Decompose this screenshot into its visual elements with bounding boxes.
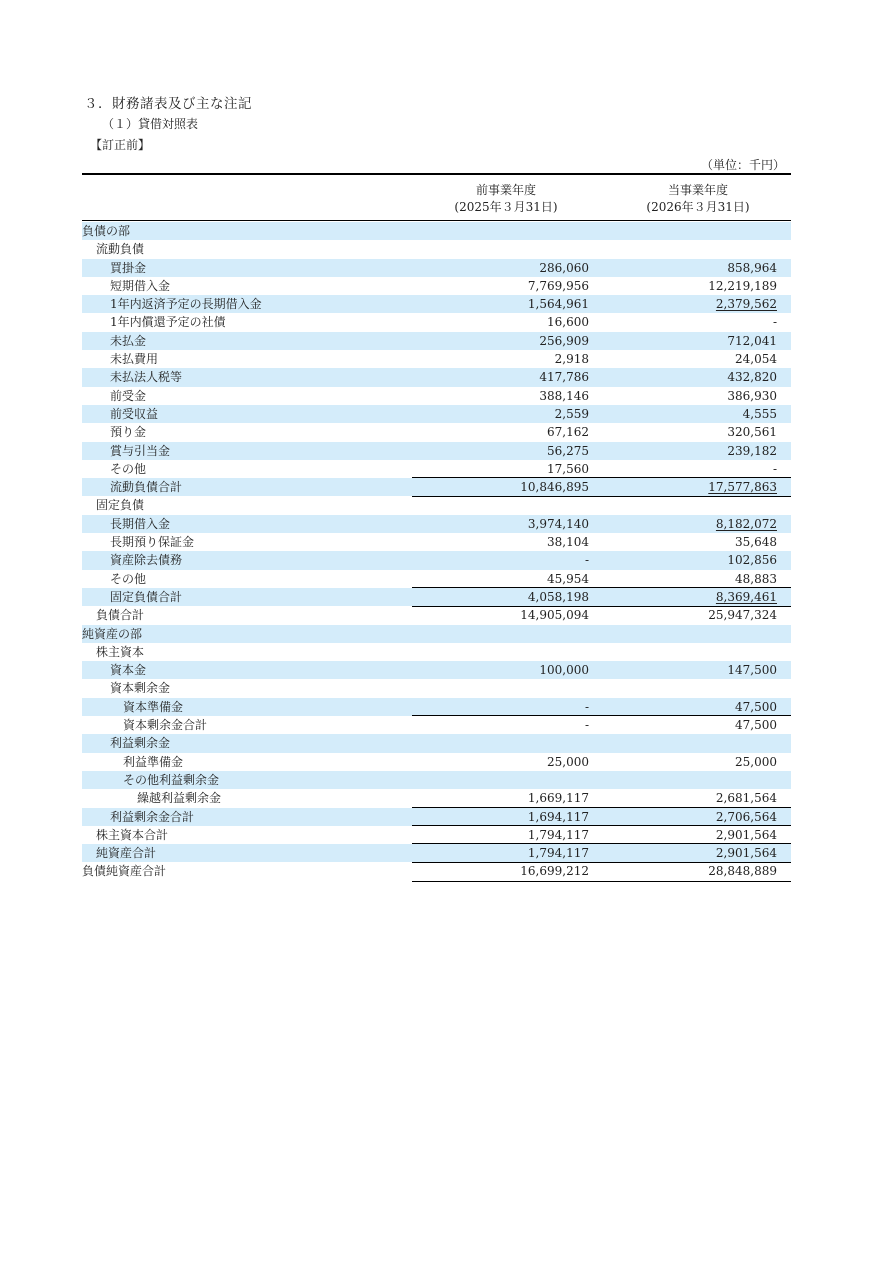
current-year-value: 12,219,189: [708, 278, 777, 293]
row-label: 株主資本合計: [96, 827, 169, 842]
row-label: 未払金: [110, 333, 147, 348]
prior-year-value: 1,794,117: [527, 846, 589, 861]
table-row: [82, 496, 791, 514]
table-row: [82, 753, 791, 771]
current-year-value: 25,000: [735, 754, 777, 769]
current-year-value: -: [772, 315, 777, 330]
current-year-value: 47,500: [735, 699, 777, 714]
prior-year-title: 前事業年度: [475, 183, 536, 197]
prior-year-value: 25,000: [547, 754, 589, 769]
prior-year-value: -: [584, 553, 589, 568]
prior-year-value: 16,699,212: [520, 864, 589, 879]
row-label: 未払法人税等: [110, 370, 183, 385]
balance-sheet-table: [82, 222, 791, 881]
row-label: 1年内返済予定の長期借入金: [110, 297, 262, 312]
current-year-value: 320,561: [727, 425, 777, 440]
current-year-value-underlined: 8,182,072: [715, 516, 777, 531]
row-label: 負債の部: [82, 224, 131, 238]
table-row: [82, 698, 791, 716]
table-row: [82, 570, 791, 588]
current-year-value: 386,930: [727, 388, 777, 403]
table-row: [82, 789, 791, 807]
subtotal-rule: [412, 587, 791, 588]
current-year-value: 858,964: [727, 260, 777, 275]
prior-year-value: 256,909: [539, 333, 589, 348]
current-year-value: 25,947,324: [708, 608, 777, 623]
current-year-date: (2026年３月31日): [646, 200, 750, 214]
row-label: 資産除去債務: [110, 553, 183, 568]
table-row: [82, 313, 791, 331]
prior-year-value: 100,000: [539, 663, 589, 678]
row-label: その他利益剰余金: [123, 772, 220, 787]
prior-year-value: 17,560: [547, 461, 589, 476]
table-row: [82, 734, 791, 752]
row-label: 利益準備金: [123, 754, 184, 769]
prior-year-value: 7,769,956: [527, 278, 589, 293]
current-year-value: 2,706,564: [715, 809, 777, 824]
row-label: 前受金: [110, 388, 147, 403]
subtotal-rule: [412, 715, 791, 716]
table-row: [82, 551, 791, 569]
prior-year-value: 3,974,140: [527, 516, 589, 531]
row-label: 純資産合計: [96, 846, 157, 861]
table-row: [82, 716, 791, 734]
table-row: [82, 332, 791, 350]
current-year-value: 2,681,564: [715, 791, 777, 806]
table-row: [82, 478, 791, 496]
table-row: [82, 405, 791, 423]
row-label: 前受収益: [110, 406, 159, 421]
prior-year-value: 388,146: [539, 388, 589, 403]
current-year-value: 432,820: [727, 370, 777, 385]
table-row: [82, 862, 791, 880]
prior-year-value: 1,794,117: [527, 827, 589, 842]
row-label: 繰越利益剰余金: [137, 791, 222, 806]
prior-year-value: 286,060: [539, 260, 589, 275]
row-label: 長期預り保証金: [110, 535, 195, 550]
current-year-value: 48,883: [735, 571, 777, 586]
table-row: [82, 240, 791, 258]
row-label: 利益剰余金: [110, 736, 171, 751]
prior-year-value: 10,846,895: [520, 480, 589, 495]
row-label: 預り金: [110, 425, 147, 440]
table-row: [82, 606, 791, 624]
table-row: [82, 259, 791, 277]
row-label: 純資産の部: [82, 626, 143, 641]
row-label: 負債合計: [96, 608, 145, 623]
row-label: その他: [110, 571, 147, 586]
subsection-title: （１）貸借対照表: [102, 117, 199, 131]
subtotal-rule: [412, 881, 791, 882]
row-label: 資本剰余金合計: [123, 718, 208, 733]
row-label: 流動負債: [96, 242, 145, 257]
current-year-value: [716, 588, 777, 606]
prior-year-value: 1,564,961: [527, 297, 589, 312]
table-row: [82, 533, 791, 551]
current-year-value-underlined: 8,369,461: [715, 589, 777, 604]
row-label: 固定負債合計: [110, 589, 183, 604]
table-row: [82, 808, 791, 826]
prior-year-value: 45,954: [547, 571, 589, 586]
table-row: [82, 222, 791, 240]
row-label: 短期借入金: [110, 278, 171, 293]
subtotal-rule: [412, 477, 791, 478]
row-label: 負債純資産合計: [82, 864, 167, 879]
subtotal-rule: [412, 807, 791, 808]
current-year-value-underlined: 17,577,863: [708, 480, 777, 495]
prior-year-value: 417,786: [539, 370, 589, 385]
current-year-value: 24,054: [735, 352, 777, 367]
row-label: 長期借入金: [110, 516, 171, 531]
subtotal-rule: [412, 825, 791, 826]
row-label: 株主資本: [96, 644, 145, 659]
row-label: 資本剰余金: [110, 681, 171, 696]
table-top-rule: [82, 173, 791, 175]
prior-year-value: 14,905,094: [520, 608, 589, 623]
prior-year-value: 16,600: [547, 315, 589, 330]
table-row: [82, 277, 791, 295]
table-row: [82, 295, 791, 313]
row-label: 資本金: [110, 663, 147, 678]
current-year-value: -: [772, 461, 777, 476]
prior-year-value: 38,104: [547, 535, 589, 550]
table-row: [82, 515, 791, 533]
row-label: 賞与引当金: [110, 443, 171, 458]
prior-year-value: -: [584, 718, 589, 733]
current-year-value: [716, 295, 777, 313]
column-header-prior-year: [426, 182, 586, 216]
current-year-value: 147,500: [727, 663, 777, 678]
table-row: [82, 588, 791, 606]
prior-year-value: 1,669,117: [527, 791, 589, 806]
prior-year-value: -: [584, 699, 589, 714]
table-row: [82, 643, 791, 661]
current-year-value: 239,182: [727, 443, 777, 458]
row-label: その他: [110, 461, 147, 476]
current-year-value-underlined: 2,379,562: [715, 297, 777, 312]
table-row: [82, 826, 791, 844]
prior-year-value: 56,275: [547, 443, 589, 458]
table-row: [82, 661, 791, 679]
unit-label: （単位：千円）: [700, 158, 785, 172]
current-year-value: [708, 478, 777, 496]
row-label: 1年内償還予定の社債: [110, 315, 226, 330]
current-year-value: [716, 515, 777, 533]
table-row: [82, 368, 791, 386]
header-bottom-rule: [82, 220, 791, 221]
current-year-value: 35,648: [735, 535, 777, 550]
row-label: 買掛金: [110, 260, 147, 275]
current-year-value: 28,848,889: [708, 864, 777, 879]
table-row: [82, 442, 791, 460]
current-year-value: 4,555: [742, 406, 777, 421]
table-row: [82, 460, 791, 478]
table-row: [82, 844, 791, 862]
row-label: 流動負債合計: [110, 480, 183, 495]
current-year-value: 102,856: [727, 553, 777, 568]
row-label: 未払費用: [110, 352, 159, 367]
table-row: [82, 679, 791, 697]
correction-note: 【訂正前】: [90, 138, 151, 152]
table-row: [82, 771, 791, 789]
current-year-value: 712,041: [727, 333, 777, 348]
section-title: ３．財務諸表及び主な注記: [84, 96, 252, 112]
current-year-value: 2,901,564: [715, 846, 777, 861]
prior-year-value: 2,918: [554, 352, 589, 367]
subtotal-rule: [412, 843, 791, 844]
column-header-current-year: [618, 182, 778, 216]
table-row: [82, 625, 791, 643]
table-row: [82, 350, 791, 368]
table-row: [82, 387, 791, 405]
prior-year-value: 67,162: [547, 425, 589, 440]
prior-year-value: 4,058,198: [527, 589, 589, 604]
prior-year-value: 2,559: [554, 406, 589, 421]
row-label: 固定負債: [96, 498, 145, 513]
prior-year-value: 1,694,117: [527, 809, 589, 824]
current-year-value: 2,901,564: [715, 827, 777, 842]
table-row: [82, 423, 791, 441]
row-label: 利益剰余金合計: [110, 809, 195, 824]
prior-year-date: (2025年３月31日): [454, 200, 558, 214]
current-year-title: 当事業年度: [667, 183, 728, 197]
row-label: 資本準備金: [123, 699, 184, 714]
current-year-value: 47,500: [735, 718, 777, 733]
